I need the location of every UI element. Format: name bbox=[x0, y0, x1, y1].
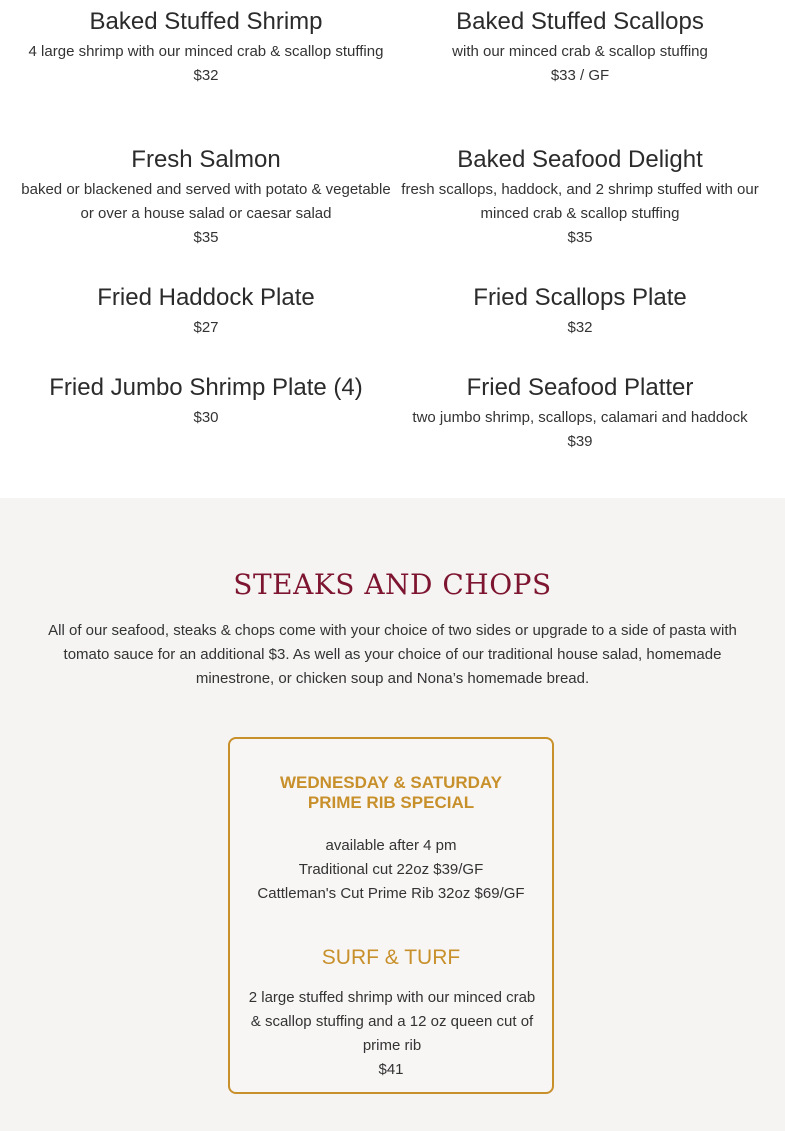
menu-item-fresh-salmon bbox=[18, 144, 394, 250]
item-name: Baked Seafood Delight bbox=[457, 146, 703, 173]
seafood-menu-section bbox=[0, 0, 785, 498]
special-title-line-2: PRIME RIB SPECIAL bbox=[307, 793, 475, 812]
section-intro: All of our seafood, steaks & chops come with your choice of two sides or upgrade to a side of pasta with tomato sauce for an additional $3. As well as your choice of our traditional house salad, homemade minestrone, or chicken soup and Nona’s homemade bread. bbox=[48, 622, 737, 687]
item-name: Fried Scallops Plate bbox=[473, 284, 687, 311]
item-price: $33 / GF bbox=[550, 67, 610, 84]
menu-item-fried-scallops-plate bbox=[395, 282, 765, 340]
surf-and-turf-title: SURF & TURF bbox=[321, 946, 461, 969]
section-title: STEAKS AND CHOPS bbox=[233, 568, 552, 601]
surf-and-turf-description: 2 large stuffed shrimp with our minced crab & scallop stuffing and a 12 oz queen cut of prime rib bbox=[248, 989, 536, 1054]
item-name: Fried Jumbo Shrimp Plate (4) bbox=[49, 374, 363, 401]
item-price: $32 bbox=[193, 67, 219, 84]
item-price: $39 bbox=[567, 433, 593, 450]
item-name: Baked Stuffed Shrimp bbox=[89, 8, 323, 35]
menu-item-fried-haddock-plate bbox=[18, 282, 394, 340]
special-title bbox=[230, 773, 552, 813]
menu-item-fried-seafood-platter bbox=[395, 372, 765, 454]
menu-item-baked-seafood-delight bbox=[395, 144, 765, 250]
special-title-line-1: WEDNESDAY & SATURDAY bbox=[280, 773, 502, 792]
item-name: Baked Stuffed Scallops bbox=[456, 8, 704, 35]
item-name: Fresh Salmon bbox=[131, 146, 281, 173]
prime-rib-special-box bbox=[228, 737, 554, 1094]
item-price: $27 bbox=[193, 319, 219, 336]
item-name: Fried Haddock Plate bbox=[97, 284, 315, 311]
menu-item-fried-jumbo-shrimp-plate bbox=[18, 372, 394, 430]
menu-item-baked-stuffed-shrimp bbox=[18, 6, 394, 88]
surf-and-turf-price: $41 bbox=[378, 1061, 404, 1078]
item-description: with our minced crab & scallop stuffing bbox=[452, 43, 708, 60]
item-description: two jumbo shrimp, scallops, calamari and haddock bbox=[412, 409, 748, 426]
special-detail-line: available after 4 pm bbox=[325, 837, 457, 854]
item-price: $35 bbox=[567, 229, 593, 246]
steaks-and-chops-section bbox=[0, 498, 785, 1131]
item-name: Fried Seafood Platter bbox=[466, 374, 694, 401]
item-price: $35 bbox=[193, 229, 219, 246]
special-detail-line: Cattleman's Cut Prime Rib 32oz $69/GF bbox=[257, 885, 525, 902]
special-detail-line: Traditional cut 22oz $39/GF bbox=[298, 861, 484, 878]
item-price: $32 bbox=[567, 319, 593, 336]
item-description: fresh scallops, haddock, and 2 shrimp stuffed with our minced crab & scallop stuffing bbox=[401, 181, 759, 222]
item-description: baked or blackened and served with potato & vegetable or over a house salad or caesar salad bbox=[21, 181, 391, 222]
item-description: 4 large shrimp with our minced crab & scallop stuffing bbox=[28, 43, 384, 60]
item-price: $30 bbox=[193, 409, 219, 426]
special-details bbox=[230, 834, 552, 906]
menu-item-baked-stuffed-scallops bbox=[395, 6, 765, 88]
